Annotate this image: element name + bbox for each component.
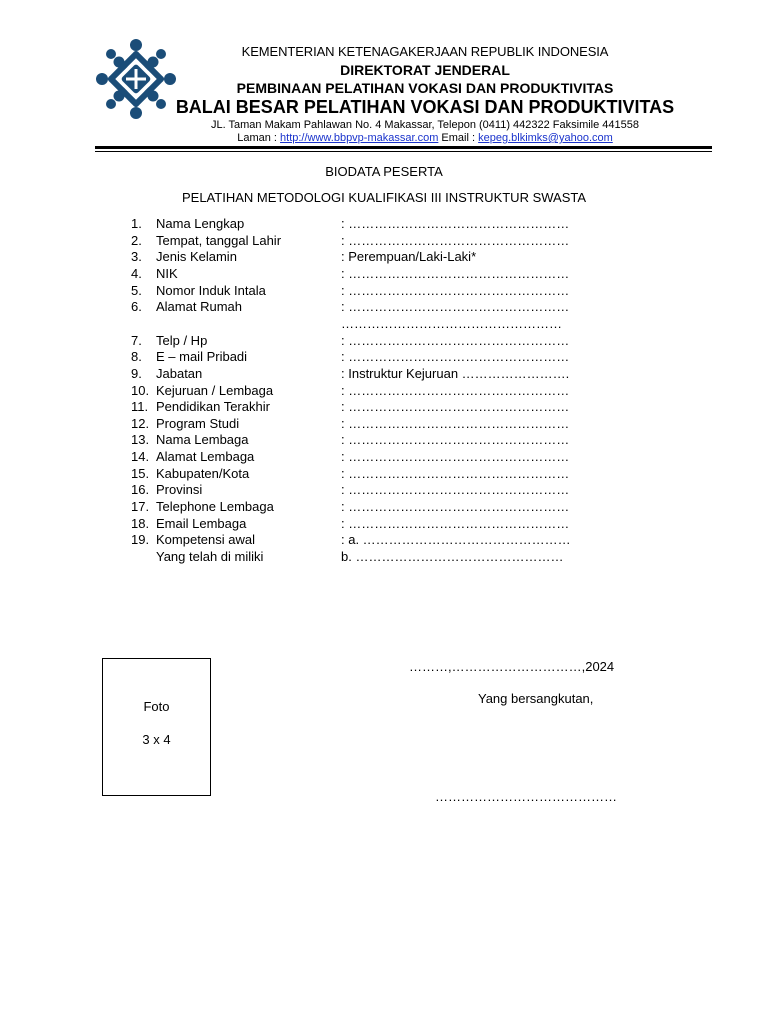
- header-divider-thin: [95, 151, 712, 152]
- institution-address: JL. Taman Makam Pahlawan No. 4 Makassar, Telepon (0411) 442322 Faksimile 441558: [210, 119, 640, 131]
- field-label: Alamat Rumah: [156, 299, 242, 315]
- field-number: 15.: [131, 465, 150, 481]
- website-link[interactable]: http://www.bbpvp-makassar.com: [280, 132, 439, 144]
- document-subtitle: PELATIHAN METODOLOGI KUALIFIKASI III INSTRUKTUR SWASTA: [181, 190, 587, 205]
- field-number: 17.: [131, 499, 150, 515]
- field-label: Jabatan: [156, 365, 203, 381]
- photo-size-label: 3 x 4: [142, 732, 171, 747]
- field-value-blank: : ……………………………………………: [341, 349, 570, 365]
- field-number: 19.: [131, 532, 150, 548]
- field-value-blank: : ……………………………………………: [341, 432, 570, 448]
- field-label: Nomor Induk Intala: [156, 282, 266, 298]
- signature-date: ………,…………………………,2024: [409, 659, 615, 674]
- field-value-blank: : ……………………………………………: [341, 465, 570, 481]
- email-link[interactable]: kepeg.blkimks@yahoo.com: [478, 132, 613, 144]
- laman-label: Laman :: [237, 132, 281, 144]
- field-number: 2.: [131, 232, 142, 248]
- field-label: NIK: [156, 265, 178, 281]
- directorate-subname: PEMBINAAN PELATIHAN VOKASI DAN PRODUKTIVITAS: [236, 80, 614, 96]
- field-label: Program Studi: [156, 415, 240, 431]
- field-label: Alamat Lembaga: [156, 449, 255, 465]
- field-number: 14.: [131, 449, 150, 465]
- ministry-name: KEMENTERIAN KETENAGAKERJAAN REPUBLIK INDONESIA: [241, 44, 609, 59]
- field-label: Provinsi: [156, 482, 203, 498]
- field-value-blank: : a. …………………………………………: [341, 532, 571, 548]
- field-value-blank: : ……………………………………………: [341, 382, 570, 398]
- field-label: Kompetensi awal: [156, 532, 255, 548]
- field-number: 9.: [131, 365, 142, 381]
- field-value-blank: : ……………………………………………: [341, 332, 570, 348]
- field-value-blank: : ……………………………………………: [341, 216, 570, 231]
- signature-label: Yang bersangkutan,: [478, 691, 594, 706]
- email-label: Email :: [438, 132, 479, 144]
- field-label: Kabupaten/Kota: [156, 465, 250, 481]
- field-label: Nama Lembaga: [156, 432, 249, 448]
- field-label: Telephone Lembaga: [156, 499, 274, 515]
- field-label: Jenis Kelamin: [156, 249, 237, 265]
- field-value-blank: b. …………………………………………: [341, 549, 564, 564]
- document-title: BIODATA PESERTA: [325, 164, 443, 179]
- directorate-name: DIREKTORAT JENDERAL: [340, 62, 510, 78]
- field-label: Telp / Hp: [156, 332, 208, 348]
- field-value-blank: : ……………………………………………: [341, 499, 570, 515]
- field-value-blank: : Instruktur Kejuruan …………………….: [341, 365, 570, 381]
- field-number: 13.: [131, 432, 150, 448]
- field-number: 11.: [131, 399, 149, 415]
- field-label: Pendidikan Terakhir: [156, 399, 270, 415]
- photo-label: Foto: [143, 699, 170, 714]
- field-value-blank: : ……………………………………………: [341, 399, 570, 415]
- field-number: 18.: [131, 515, 150, 531]
- field-label: Yang telah di miliki: [156, 549, 264, 564]
- field-value-blank: : ……………………………………………: [341, 282, 570, 298]
- field-label: Email Lembaga: [156, 515, 247, 531]
- field-number: 1.: [131, 216, 142, 231]
- field-value-blank: ……………………………………………: [341, 315, 562, 331]
- field-label: Kejuruan / Lembaga: [156, 382, 274, 398]
- field-number: 8.: [131, 349, 142, 365]
- field-number: 3.: [131, 249, 142, 265]
- photo-box: [102, 658, 211, 796]
- field-value-blank: : ……………………………………………: [341, 482, 570, 498]
- field-number: 10.: [131, 382, 150, 398]
- field-value-blank: : ……………………………………………: [341, 515, 570, 531]
- field-label: Tempat, tanggal Lahir: [156, 232, 282, 248]
- field-number: 16.: [131, 482, 150, 498]
- signature-line: ……………………………………: [435, 789, 617, 804]
- field-value-blank: : ……………………………………………: [341, 415, 570, 431]
- field-number: 4.: [131, 265, 142, 281]
- header-divider-thick: [95, 146, 712, 149]
- field-value-blank: : ……………………………………………: [341, 265, 570, 281]
- field-value-blank: : ……………………………………………: [341, 232, 570, 248]
- field-number: 6.: [131, 299, 142, 315]
- field-label: Nama Lengkap: [156, 216, 245, 231]
- field-value-blank: : ……………………………………………: [341, 449, 570, 465]
- field-number: 7.: [131, 332, 142, 348]
- field-number: 12.: [131, 415, 150, 431]
- institution-name: BALAI BESAR PELATIHAN VOKASI DAN PRODUKTIVITAS: [175, 97, 675, 117]
- field-label: E – mail Pribadi: [156, 349, 248, 365]
- field-value-blank: : Perempuan/Laki-Laki*: [341, 249, 477, 265]
- field-value-blank: : ……………………………………………: [341, 299, 570, 315]
- field-number: 5.: [131, 282, 142, 298]
- contact-line: [80, 132, 768, 144]
